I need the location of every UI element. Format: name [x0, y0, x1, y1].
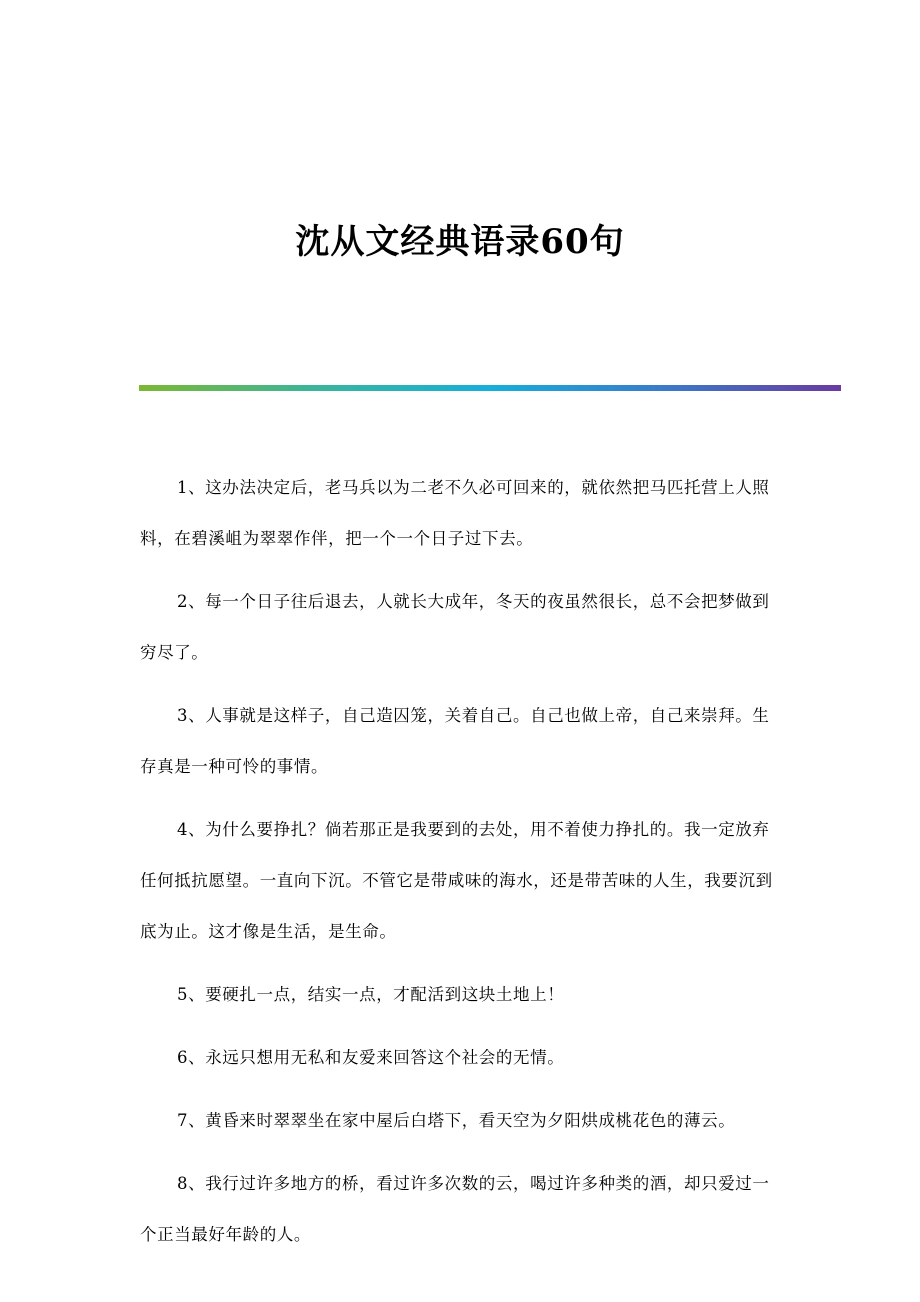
quote-paragraph-8: 8、我行过许多地方的桥，看过许多次数的云，喝过许多种类的酒，却只爱过一个正当最好年龄的人。 — [140, 1174, 770, 1244]
document-body — [140, 462, 782, 1272]
quote-paragraph-1: 1、这办法决定后，老马兵以为二老不久必可回来的，就依然把马匹托营上人照料，在碧溪岨为翠翠作伴，把一个一个日子过下去。 — [140, 478, 770, 548]
quote-paragraph-4: 4、为什么要挣扎？倘若那正是我要到的去处，用不着使力挣扎的。我一定放弃任何抵抗愿望。一直向下沉。不管它是带咸味的海水，还是带苦味的人生，我要沉到底为止。这才像是生活，是生命。 — [140, 820, 773, 941]
quote-paragraph-3: 3、人事就是这样子，自己造囚笼，关着自己。自己也做上帝，自己来崇拜。生存真是一种可怜的事情。 — [140, 706, 770, 776]
quote-paragraph-7: 7、黄昏来时翠翠坐在家中屋后白塔下，看天空为夕阳烘成桃花色的薄云。 — [177, 1111, 736, 1130]
gradient-divider — [139, 385, 841, 391]
quote-paragraph-5: 5、要硬扎一点，结实一点，才配活到这块土地上！ — [177, 985, 565, 1004]
quote-paragraph-6: 6、永远只想用无私和友爱来回答这个社会的无情。 — [177, 1048, 565, 1067]
quote-paragraph-2: 2、每一个日子往后退去，人就长大成年，冬天的夜虽然很长，总不会把梦做到穷尽了。 — [140, 592, 770, 662]
document-title: 沈从文经典语录60句 — [295, 222, 625, 262]
